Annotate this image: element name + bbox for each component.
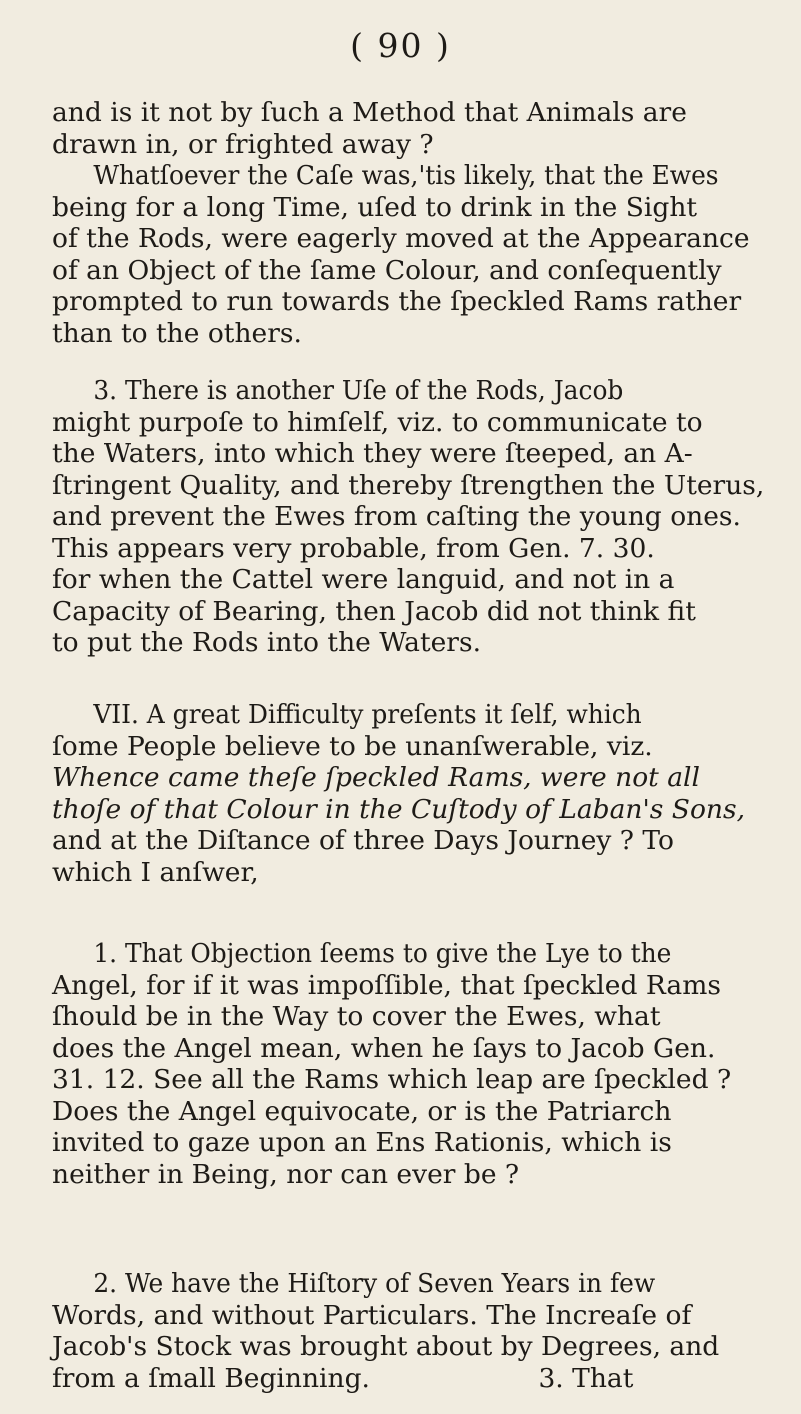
text-line: 3. There is another Uſe of the Rods, Jacob: [93, 375, 624, 406]
text-line: ſome People believe to be unanſwerable, viz.: [52, 730, 653, 762]
text-line: and prevent the Ewes from caſting the young ones.: [52, 501, 741, 532]
text-line: Capacity of Bearing, then Jacob did not think fit: [52, 595, 696, 627]
text-line: does the Angel mean, when he ſays to Jacob Gen.: [52, 1032, 716, 1064]
text-line: This appears very probable, from Gen. 7. 30.: [52, 532, 655, 564]
text-line: 2. We have the Hiſtory of Seven Years in few: [93, 1268, 656, 1299]
text-line: the Waters, into which they were ſteeped, an A-: [52, 438, 693, 469]
page-number: ( 90 ): [350, 26, 451, 65]
text-line: drawn in, or frighted away ?: [52, 128, 434, 160]
paragraph-4: [52, 938, 772, 1190]
text-line: might purpoſe to himſelf, viz. to communicate to: [52, 406, 703, 438]
text-line: Does the Angel equivocate, or is the Patriarch: [52, 1095, 672, 1127]
text-line: Words, and without Particulars. The Increaſe of: [52, 1299, 692, 1331]
paragraph-2: [52, 375, 772, 659]
paragraph-3: [52, 699, 772, 888]
text-line: for when the Cattel were languid, and not in a: [52, 564, 675, 595]
text-line: which I anſwer,: [52, 856, 259, 888]
text-line: Whatſoever the Caſe was,'tis likely, that the Ewes: [93, 160, 719, 191]
text-line: 31. 12. See all the Rams which leap are ſpeckled ?: [52, 1064, 732, 1095]
text-line: and is it not by ſuch a Method that Animals are: [52, 97, 687, 128]
text-line: neither in Being, nor can ever be ?: [52, 1158, 520, 1190]
text-line: VII. A great Difficulty preſents it ſelf, which: [93, 699, 642, 730]
text-line: ſtringent Quality, and thereby ſtrengthen the Uterus,: [52, 469, 765, 501]
text-line: and at the Diſtance of three Days Journey ? To: [52, 825, 674, 856]
text-line: invited to gaze upon an Ens Rationis, which is: [52, 1127, 672, 1158]
text-line: being for a long Time, uſed to drink in the Sight: [52, 191, 698, 223]
text-line: of the Rods, were eagerly moved at the Appearance: [52, 223, 750, 254]
text-line: from a ſmall Beginning. 3. That: [52, 1362, 634, 1394]
text-line: ſhould be in the Way to cover the Ewes, what: [52, 1001, 661, 1032]
text-line: Whence came theſe ſpeckled Rams, were not all: [52, 762, 701, 793]
text-line: Jacob's Stock was brought about by Degrees, and: [52, 1331, 720, 1362]
text-line: prompted to run towards the ſpeckled Rams rather: [52, 286, 742, 317]
text-line: thoſe of that Colour in the Cuſtody of Laban's Sons,: [52, 793, 745, 825]
text-line: to put the Rods into the Waters.: [52, 627, 481, 658]
paragraph-1: [52, 97, 772, 349]
paragraph-5: [52, 1268, 772, 1394]
text-line: of an Object of the ſame Colour, and conſequently: [52, 254, 722, 286]
text-line: Angel, for if it was impoſſible, that ſpeckled Rams: [52, 969, 721, 1001]
text-line: 1. That Objection ſeems to give the Lye to the: [93, 938, 672, 969]
text-line: than to the others.: [52, 317, 302, 349]
